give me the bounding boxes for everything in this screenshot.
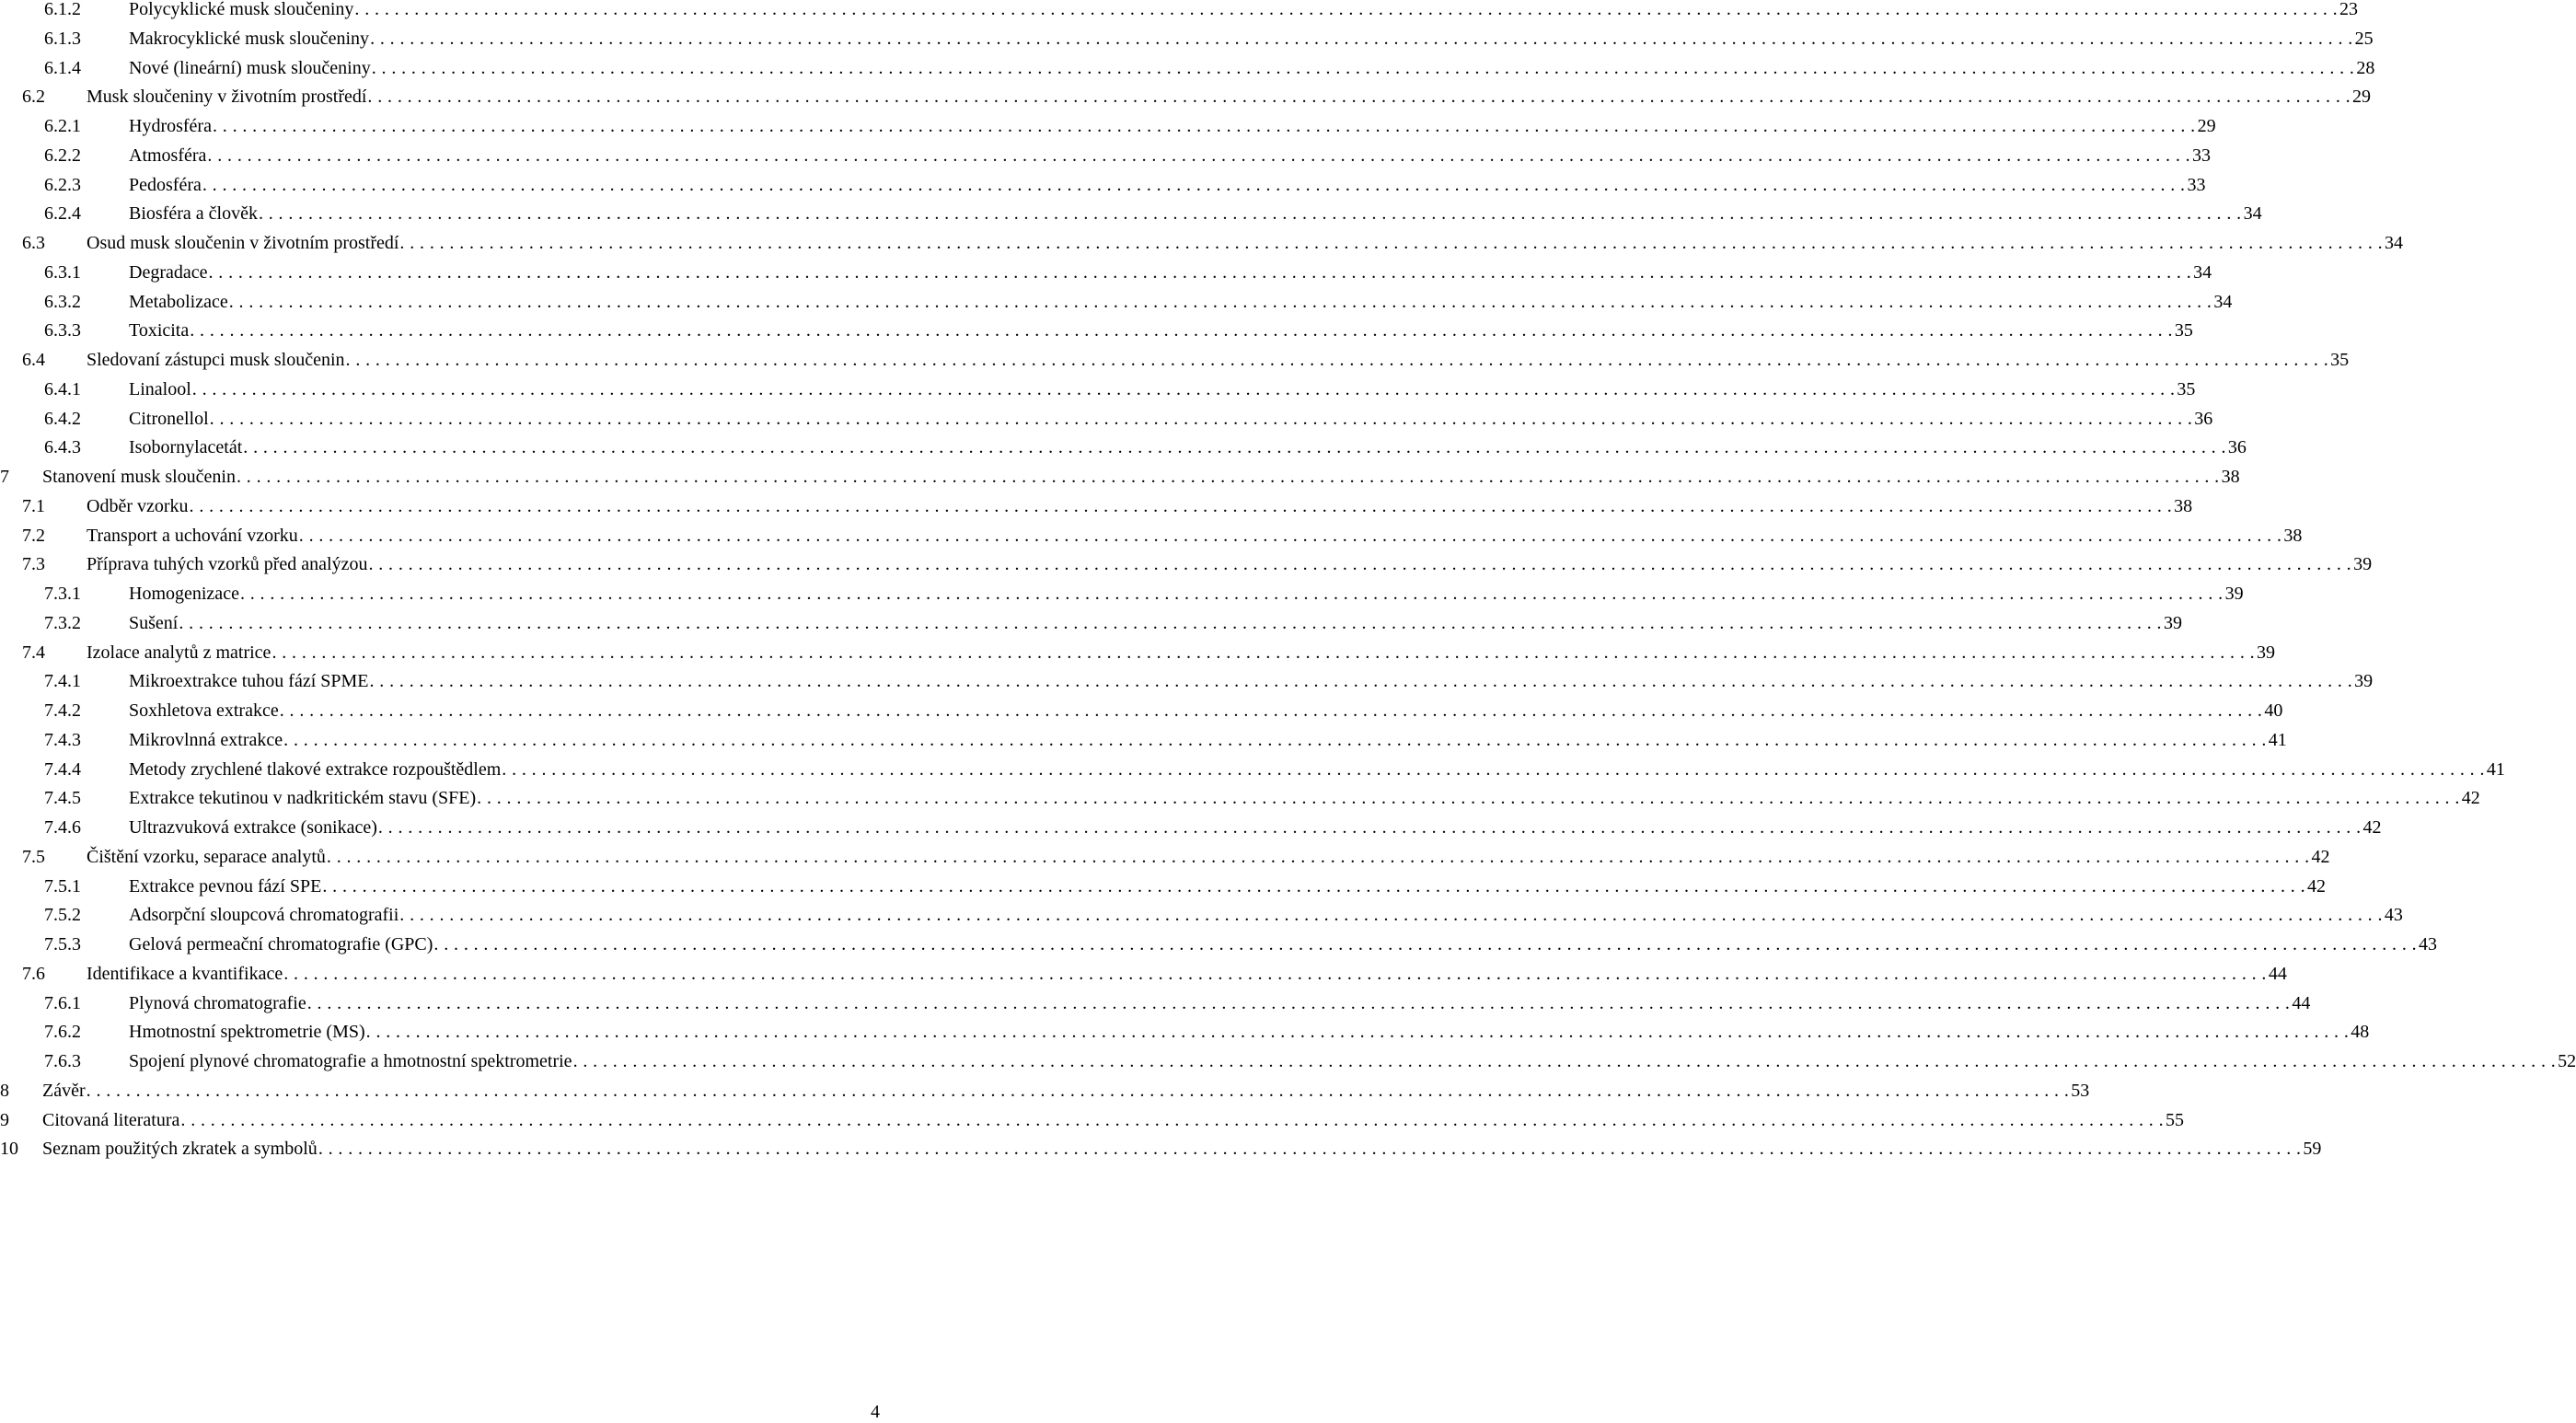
toc-dot-leader: . . . . . . . . . . . . . . . . . . . . . . . . . . . . . . . . . . . . . . . . . . . . . . . . . . . . . . . . . . . . . . . . . . . . . . . . . . . . . . . . . . . . . . . . . . . . . . . . . . . . . . . . . . . . . . . . . . . . . . . . . . . . . . . . . . . . . . . . . . . . . . . . . . . . . . . . . . . . . . . . . . . . . . . . . . . . . . . . . . . . . . . . . . . . . . . . . . . . . . . .: [189, 495, 2173, 516]
toc-dot-leader: . . . . . . . . . . . . . . . . . . . . . . . . . . . . . . . . . . . . . . . . . . . . . . . . . . . . . . . . . . . . . . . . . . . . . . . . . . . . . . . . . . . . . . . . . . . . . . . . . . . . . . . . . . . . . . . . . . . . . . . . . . . . . . . . . . . . . . . . . . . . . . . . . . . . . . . . . . . . . . . . . . . . . . . . . . . . . . . . . . . . . . . . . . . . . . . . . . . . . . . .: [354, 0, 2339, 19]
toc-dot-leader: . . . . . . . . . . . . . . . . . . . . . . . . . . . . . . . . . . . . . . . . . . . . . . . . . . . . . . . . . . . . . . . . . . . . . . . . . . . . . . . . . . . . . . . . . . . . . . . . . . . . . . . . . . . . . . . . . . . . . . . . . . . . . . . . . . . . . . . . . . . . . . . . . . . . . . . . . . . . . . . . . . . . . . . . . . . . . . . . . . . . . . . . . . . . . . . . . . . . . . . .: [365, 1022, 2350, 1043]
toc-entry-line: [129, 1022, 2370, 1043]
toc-entry-line: [129, 261, 2212, 283]
toc-entry-title: Soxhletova extrakce: [129, 700, 279, 721]
toc-entry-page: 34: [2243, 203, 2262, 225]
toc-dot-leader: . . . . . . . . . . . . . . . . . . . . . . . . . . . . . . . . . . . . . . . . . . . . . . . . . . . . . . . . . . . . . . . . . . . . . . . . . . . . . . . . . . . . . . . . . . . . . . . . . . . . . . . . . . . . . . . . . . . . . . . . . . . . . . . . . . . . . . . . . . . . . . . . . . . . . . . . . . . . . . . . . . . . . . . . . . . . . . . . . . . . . . . . . . . . . . . . . . . . . . . .: [477, 788, 2460, 809]
toc-entry-line: [87, 87, 2372, 108]
toc-entry-title: Homogenizace: [129, 584, 239, 604]
toc-entry-number: 7.3: [22, 554, 45, 575]
toc-entry-line: [42, 467, 2240, 487]
toc-dot-leader: . . . . . . . . . . . . . . . . . . . . . . . . . . . . . . . . . . . . . . . . . . . . . . . . . . . . . . . . . . . . . . . . . . . . . . . . . . . . . . . . . . . . . . . . . . . . . . . . . . . . . . . . . . . . . . . . . . . . . . . . . . . . . . . . . . . . . . . . . . . . . . . . . . . . . . . . . . . . . . . . . . . . . . . . . . . . . . . . . . . . . . . . . . . . . . . . . . . . . . . .: [202, 174, 2186, 195]
toc-entry-page: 38: [2174, 495, 2193, 516]
toc-entry-line: [129, 788, 2480, 809]
toc-entry[interactable]: [0, 846, 2330, 877]
toc-entry-page: 42: [2306, 875, 2326, 897]
toc-entry-line: [129, 116, 2216, 136]
toc-entry-title: Musk sloučeniny v životním prostředí: [87, 87, 367, 108]
toc-entry-title: Adsorpční sloupcová chromatografii: [129, 905, 399, 926]
toc-entry-title: Sledovaní zástupci musk sloučenin: [87, 350, 345, 370]
toc-entry-page: 33: [2187, 174, 2206, 195]
toc-entry-page: 28: [2356, 57, 2375, 78]
toc-entry-line: [87, 963, 2287, 984]
toc-entry[interactable]: [0, 320, 2193, 351]
toc-entry-number: 6.1.3: [44, 28, 81, 49]
toc-dot-leader: . . . . . . . . . . . . . . . . . . . . . . . . . . . . . . . . . . . . . . . . . . . . . . . . . . . . . . . . . . . . . . . . . . . . . . . . . . . . . . . . . . . . . . . . . . . . . . . . . . . . . . . . . . . . . . . . . . . . . . . . . . . . . . . . . . . . . . . . . . . . . . . . . . . . . . . . . . . . . . . . . . . . . . . . . . . . . . . . . . . . . . . . . . . . . . . . . . . . . . . .: [371, 57, 2355, 78]
toc-entry-number: 7.4.6: [44, 817, 81, 838]
toc-entry[interactable]: [0, 642, 2276, 673]
toc-entry-title: Stanovení musk sloučenin: [42, 467, 236, 487]
toc-dot-leader: . . . . . . . . . . . . . . . . . . . . . . . . . . . . . . . . . . . . . . . . . . . . . . . . . . . . . . . . . . . . . . . . . . . . . . . . . . . . . . . . . . . . . . . . . . . . . . . . . . . . . . . . . . . . . . . . . . . . . . . . . . . . . . . . . . . . . . . . . . . . . . . . . . . . . . . . . . . . . . . . . . . . . . . . . . . . . . . . . . . . . . . . . . . . . . . . . . . . . . . .: [433, 934, 2418, 954]
toc-entry-page: 35: [2330, 350, 2350, 370]
toc-entry-number: 6.1.4: [44, 57, 81, 78]
toc-entry[interactable]: [0, 817, 2382, 848]
toc-entry-title: Extrakce pevnou fází SPE: [129, 875, 322, 897]
toc-entry-number: 6.3.2: [44, 291, 81, 312]
toc-entry-line: [87, 525, 2303, 546]
toc-entry-page: 41: [2268, 729, 2287, 750]
toc-entry-page: 42: [2461, 788, 2480, 809]
toc-entry-title: Izolace analytů z matrice: [87, 642, 271, 663]
toc-entry-page: 34: [2213, 291, 2233, 312]
toc-entry-number: 7.4.2: [44, 700, 81, 721]
toc-entry-title: Pedosféra: [129, 174, 202, 195]
toc-dot-leader: . . . . . . . . . . . . . . . . . . . . . . . . . . . . . . . . . . . . . . . . . . . . . . . . . . . . . . . . . . . . . . . . . . . . . . . . . . . . . . . . . . . . . . . . . . . . . . . . . . . . . . . . . . . . . . . . . . . . . . . . . . . . . . . . . . . . . . . . . . . . . . . . . . . . . . . . . . . . . . . . . . . . . . . . . . . . . . . . . . . . . . . . . . . . . . . . . . . . . . . .: [369, 671, 2353, 692]
toc-entry[interactable]: [0, 174, 2206, 205]
toc-entry[interactable]: [0, 905, 2403, 935]
toc-entry-number: 6.2: [22, 87, 45, 108]
toc-entry-line: [129, 145, 2212, 166]
toc-dot-leader: . . . . . . . . . . . . . . . . . . . . . . . . . . . . . . . . . . . . . . . . . . . . . . . . . . . . . . . . . . . . . . . . . . . . . . . . . . . . . . . . . . . . . . . . . . . . . . . . . . . . . . . . . . . . . . . . . . . . . . . . . . . . . . . . . . . . . . . . . . . . . . . . . . . . . . . . . . . . . . . . . . . . . . . . . . . . . . . . . . . . . . . . . . . . . . . . . . . . . . . .: [377, 817, 2362, 838]
toc-dot-leader: . . . . . . . . . . . . . . . . . . . . . . . . . . . . . . . . . . . . . . . . . . . . . . . . . . . . . . . . . . . . . . . . . . . . . . . . . . . . . . . . . . . . . . . . . . . . . . . . . . . . . . . . . . . . . . . . . . . . . . . . . . . . . . . . . . . . . . . . . . . . . . . . . . . . . . . . . . . . . . . . . . . . . . . . . . . . . . . . . . . . . . . . . . . . . . . . . . . . . . . .: [271, 642, 2256, 663]
toc-entry-page: 39: [2354, 671, 2374, 692]
toc-entry-line: [129, 817, 2382, 838]
toc-entry-number: 7.1: [22, 495, 45, 516]
toc-dot-leader: . . . . . . . . . . . . . . . . . . . . . . . . . . . . . . . . . . . . . . . . . . . . . . . . . . . . . . . . . . . . . . . . . . . . . . . . . . . . . . . . . . . . . . . . . . . . . . . . . . . . . . . . . . . . . . . . . . . . . . . . . . . . . . . . . . . . . . . . . . . . . . . . . . . . . . . . . . . . . . . . . . . . . . . . . . . . . . . . . . . . . . . . . . . . . . . . . . . . . . . .: [180, 1109, 2164, 1130]
toc-entry[interactable]: [0, 584, 2244, 614]
toc-dot-leader: . . . . . . . . . . . . . . . . . . . . . . . . . . . . . . . . . . . . . . . . . . . . . . . . . . . . . . . . . . . . . . . . . . . . . . . . . . . . . . . . . . . . . . . . . . . . . . . . . . . . . . . . . . . . . . . . . . . . . . . . . . . . . . . . . . . . . . . . . . . . . . . . . . . . . . . . . . . . . . . . . . . . . . . . . . . . . . . . . . . . . . . . . . . . . . . . . . . . . . . .: [318, 1139, 2302, 1160]
toc-dot-leader: . . . . . . . . . . . . . . . . . . . . . . . . . . . . . . . . . . . . . . . . . . . . . . . . . . . . . . . . . . . . . . . . . . . . . . . . . . . . . . . . . . . . . . . . . . . . . . . . . . . . . . . . . . . . . . . . . . . . . . . . . . . . . . . . . . . . . . . . . . . . . . . . . . . . . . . . . . . . . . . . . . . . . . . . . . . . . . . . . . . . . . . . . . . . . . . . . . . . . . . .: [207, 145, 2191, 166]
toc-dot-leader: . . . . . . . . . . . . . . . . . . . . . . . . . . . . . . . . . . . . . . . . . . . . . . . . . . . . . . . . . . . . . . . . . . . . . . . . . . . . . . . . . . . . . . . . . . . . . . . . . . . . . . . . . . . . . . . . . . . . . . . . . . . . . . . . . . . . . . . . . . . . . . . . . . . . . . . . . . . . . . . . . . . . . . . . . . . . . . . . . . . . . . . . . . . . . . . . . . . . . . . .: [228, 291, 2212, 312]
toc-entry[interactable]: [0, 437, 2247, 468]
toc-dot-leader: . . . . . . . . . . . . . . . . . . . . . . . . . . . . . . . . . . . . . . . . . . . . . . . . . . . . . . . . . . . . . . . . . . . . . . . . . . . . . . . . . . . . . . . . . . . . . . . . . . . . . . . . . . . . . . . . . . . . . . . . . . . . . . . . . . . . . . . . . . . . . . . . . . . . . . . . . . . . . . . . . . . . . . . . . . . . . . . . . . . . . . . . . . . . . . . . . . . . . . . .: [279, 700, 2263, 721]
toc-entry[interactable]: [0, 28, 2374, 59]
toc-entry-title: Sušení: [129, 612, 179, 633]
toc-dot-leader: . . . . . . . . . . . . . . . . . . . . . . . . . . . . . . . . . . . . . . . . . . . . . . . . . . . . . . . . . . . . . . . . . . . . . . . . . . . . . . . . . . . . . . . . . . . . . . . . . . . . . . . . . . . . . . . . . . . . . . . . . . . . . . . . . . . . . . . . . . . . . . . . . . . . . . . . . . . . . . . . . . . . . . . . . . . . . . . . . . . . . . . . . . . . . . . . . . . . . . . .: [298, 525, 2282, 546]
toc-entry-page: 39: [2353, 554, 2373, 575]
toc-entry-page: 36: [2227, 437, 2247, 458]
toc-dot-leader: . . . . . . . . . . . . . . . . . . . . . . . . . . . . . . . . . . . . . . . . . . . . . . . . . . . . . . . . . . . . . . . . . . . . . . . . . . . . . . . . . . . . . . . . . . . . . . . . . . . . . . . . . . . . . . . . . . . . . . . . . . . . . . . . . . . . . . . . . . . . . . . . . . . . . . . . . . . . . . . . . . . . . . . . . . . . . . . . . . . . . . . . . . . . . . . . . . . . . . . .: [86, 1080, 2070, 1101]
toc-entry[interactable]: [0, 350, 2350, 380]
toc-entry[interactable]: [0, 963, 2287, 994]
toc-entry-line: [87, 233, 2404, 253]
toc-entry-line: [42, 1109, 2184, 1130]
toc-entry-number: 7: [0, 467, 9, 487]
toc-dot-leader: . . . . . . . . . . . . . . . . . . . . . . . . . . . . . . . . . . . . . . . . . . . . . . . . . . . . . . . . . . . . . . . . . . . . . . . . . . . . . . . . . . . . . . . . . . . . . . . . . . . . . . . . . . . . . . . . . . . . . . . . . . . . . . . . . . . . . . . . . . . . . . . . . . . . . . . . . . . . . . . . . . . . . . . . . . . . . . . . . . . . . . . . . . . . . . . . . . . . . . . .: [243, 437, 2226, 458]
toc-entry-title: Spojení plynové chromatografie a hmotnostní spektrometrie: [129, 1051, 572, 1071]
toc-entry-title: Seznam použitých zkratek a symbolů: [42, 1139, 318, 1160]
toc-entry[interactable]: [0, 1051, 2576, 1082]
toc-entry-line: [42, 1080, 2090, 1101]
toc-entry-number: 6.2.2: [44, 145, 81, 166]
toc-entry-title: Makrocyklické musk sloučeniny: [129, 28, 370, 49]
toc-entry-line: [129, 57, 2375, 78]
toc-entry[interactable]: [0, 788, 2480, 818]
toc-entry-title: Citronellol: [129, 408, 209, 429]
toc-entry-number: 7.3.1: [44, 584, 81, 604]
toc-entry-number: 7.3.2: [44, 612, 81, 633]
toc-entry-title: Osud musk sloučenin v životním prostředí: [87, 233, 399, 253]
toc-dot-leader: . . . . . . . . . . . . . . . . . . . . . . . . . . . . . . . . . . . . . . . . . . . . . . . . . . . . . . . . . . . . . . . . . . . . . . . . . . . . . . . . . . . . . . . . . . . . . . . . . . . . . . . . . . . . . . . . . . . . . . . . . . . . . . . . . . . . . . . . . . . . . . . . . . . . . . . . . . . . . . . . . . . . . . . . . . . . . . . . . . . . . . . . . . . . . . . . . . . . . . . .: [345, 350, 2329, 370]
toc-dot-leader: . . . . . . . . . . . . . . . . . . . . . . . . . . . . . . . . . . . . . . . . . . . . . . . . . . . . . . . . . . . . . . . . . . . . . . . . . . . . . . . . . . . . . . . . . . . . . . . . . . . . . . . . . . . . . . . . . . . . . . . . . . . . . . . . . . . . . . . . . . . . . . . . . . . . . . . . . . . . . . . . . . . . . . . . . . . . . . . . . . . . . . . . . . . . . . . . . . . . . . . .: [179, 612, 2162, 633]
toc-entry[interactable]: [0, 525, 2303, 556]
page-number: 4: [871, 1402, 880, 1422]
toc-entry-number: 6.1.2: [44, 0, 81, 19]
toc-entry-number: 7.6.2: [44, 1022, 81, 1043]
toc-entry-line: [129, 203, 2262, 225]
toc-entry-number: 7.5.2: [44, 905, 81, 926]
toc-entry-page: 48: [2351, 1022, 2370, 1043]
toc-dot-leader: . . . . . . . . . . . . . . . . . . . . . . . . . . . . . . . . . . . . . . . . . . . . . . . . . . . . . . . . . . . . . . . . . . . . . . . . . . . . . . . . . . . . . . . . . . . . . . . . . . . . . . . . . . . . . . . . . . . . . . . . . . . . . . . . . . . . . . . . . . . . . . . . . . . . . . . . . . . . . . . . . . . . . . . . . . . . . . . . . . . . . . . . . . . . . . . . . . . . . . . .: [572, 1051, 2557, 1071]
toc-entry-page: 44: [2292, 992, 2311, 1013]
toc-entry-page: 36: [2194, 408, 2213, 429]
toc-entry-title: Toxicita: [129, 320, 190, 341]
toc-entry-page: 42: [2362, 817, 2382, 838]
toc-entry-line: [129, 612, 2182, 633]
toc-entry-number: 7.5.3: [44, 934, 81, 954]
toc-entry-title: Závěr: [42, 1080, 86, 1101]
toc-entry[interactable]: [0, 992, 2311, 1024]
toc-dot-leader: . . . . . . . . . . . . . . . . . . . . . . . . . . . . . . . . . . . . . . . . . . . . . . . . . . . . . . . . . . . . . . . . . . . . . . . . . . . . . . . . . . . . . . . . . . . . . . . . . . . . . . . . . . . . . . . . . . . . . . . . . . . . . . . . . . . . . . . . . . . . . . . . . . . . . . . . . . . . . . . . . . . . . . . . . . . . . . . . . . . . . . . . . . . . . . . . . . . . . . . .: [209, 408, 2193, 429]
toc-entry-page: 42: [2311, 846, 2330, 867]
toc-entry-page: 40: [2264, 700, 2283, 721]
toc-entry-line: [129, 28, 2374, 49]
toc-entry-number: 8: [0, 1080, 9, 1101]
toc-entry-page: 29: [2352, 87, 2372, 108]
toc-entry-page: 38: [2283, 525, 2303, 546]
toc-entry-line: [129, 905, 2403, 926]
toc-entry-number: 7.2: [22, 525, 45, 546]
toc-entry-number: 6.3: [22, 233, 45, 253]
toc-entry-line: [42, 1139, 2322, 1160]
toc-dot-leader: . . . . . . . . . . . . . . . . . . . . . . . . . . . . . . . . . . . . . . . . . . . . . . . . . . . . . . . . . . . . . . . . . . . . . . . . . . . . . . . . . . . . . . . . . . . . . . . . . . . . . . . . . . . . . . . . . . . . . . . . . . . . . . . . . . . . . . . . . . . . . . . . . . . . . . . . . . . . . . . . . . . . . . . . . . . . . . . . . . . . . . . . . . . . . . . . . . . . . . . .: [322, 875, 2305, 897]
toc-entry[interactable]: [0, 875, 2326, 907]
toc-entry[interactable]: [0, 57, 2375, 88]
toc-entry-line: [129, 584, 2244, 604]
toc-dot-leader: . . . . . . . . . . . . . . . . . . . . . . . . . . . . . . . . . . . . . . . . . . . . . . . . . . . . . . . . . . . . . . . . . . . . . . . . . . . . . . . . . . . . . . . . . . . . . . . . . . . . . . . . . . . . . . . . . . . . . . . . . . . . . . . . . . . . . . . . . . . . . . . . . . . . . . . . . . . . . . . . . . . . . . . . . . . . . . . . . . . . . . . . . . . . . . . . . . . . . . . .: [399, 233, 2384, 253]
toc-entry-title: Metody zrychlené tlakové extrakce rozpouštědlem: [129, 758, 502, 780]
toc-dot-leader: . . . . . . . . . . . . . . . . . . . . . . . . . . . . . . . . . . . . . . . . . . . . . . . . . . . . . . . . . . . . . . . . . . . . . . . . . . . . . . . . . . . . . . . . . . . . . . . . . . . . . . . . . . . . . . . . . . . . . . . . . . . . . . . . . . . . . . . . . . . . . . . . . . . . . . . . . . . . . . . . . . . . . . . . . . . . . . . . . . . . . . . . . . . . . . . . . . . . . . . .: [368, 554, 2352, 575]
toc-entry-number: 7.5: [22, 846, 45, 867]
toc-dot-leader: . . . . . . . . . . . . . . . . . . . . . . . . . . . . . . . . . . . . . . . . . . . . . . . . . . . . . . . . . . . . . . . . . . . . . . . . . . . . . . . . . . . . . . . . . . . . . . . . . . . . . . . . . . . . . . . . . . . . . . . . . . . . . . . . . . . . . . . . . . . . . . . . . . . . . . . . . . . . . . . . . . . . . . . . . . . . . . . . . . . . . . . . . . . . . . . . . . . . . . . .: [212, 116, 2196, 136]
toc-entry[interactable]: [0, 1022, 2370, 1052]
toc-entry[interactable]: [0, 467, 2240, 497]
toc-dot-leader: . . . . . . . . . . . . . . . . . . . . . . . . . . . . . . . . . . . . . . . . . . . . . . . . . . . . . . . . . . . . . . . . . . . . . . . . . . . . . . . . . . . . . . . . . . . . . . . . . . . . . . . . . . . . . . . . . . . . . . . . . . . . . . . . . . . . . . . . . . . . . . . . . . . . . . . . . . . . . . . . . . . . . . . . . . . . . . . . . . . . . . . . . . . . . . . . . . . . . . . .: [326, 846, 2310, 867]
toc-entry-line: [129, 320, 2193, 341]
toc-entry-line: [87, 554, 2373, 575]
toc-entry[interactable]: [0, 554, 2373, 584]
toc-entry-line: [129, 378, 2196, 399]
toc-entry-line: [129, 700, 2283, 721]
toc-entry-line: [129, 758, 2505, 780]
toc-entry-title: Čištění vzorku, separace analytů: [87, 846, 326, 867]
toc-entry-title: Atmosféra: [129, 145, 207, 166]
toc-dot-leader: . . . . . . . . . . . . . . . . . . . . . . . . . . . . . . . . . . . . . . . . . . . . . . . . . . . . . . . . . . . . . . . . . . . . . . . . . . . . . . . . . . . . . . . . . . . . . . . . . . . . . . . . . . . . . . . . . . . . . . . . . . . . . . . . . . . . . . . . . . . . . . . . . . . . . . . . . . . . . . . . . . . . . . . . . . . . . . . . . . . . . . . . . . . . . . . . . . . . . . . .: [399, 905, 2383, 926]
toc-entry-page: 34: [2385, 233, 2404, 253]
toc-entry-page: 39: [2257, 642, 2276, 663]
toc-entry-page: 38: [2221, 467, 2240, 487]
toc-entry-page: 33: [2192, 145, 2212, 166]
toc-entry-number: 6.4.1: [44, 378, 81, 399]
toc-dot-leader: . . . . . . . . . . . . . . . . . . . . . . . . . . . . . . . . . . . . . . . . . . . . . . . . . . . . . . . . . . . . . . . . . . . . . . . . . . . . . . . . . . . . . . . . . . . . . . . . . . . . . . . . . . . . . . . . . . . . . . . . . . . . . . . . . . . . . . . . . . . . . . . . . . . . . . . . . . . . . . . . . . . . . . . . . . . . . . . . . . . . . . . . . . . . . . . . . . . . . . . .: [367, 87, 2351, 108]
toc-entry-number: 10: [0, 1139, 18, 1160]
toc-dot-leader: . . . . . . . . . . . . . . . . . . . . . . . . . . . . . . . . . . . . . . . . . . . . . . . . . . . . . . . . . . . . . . . . . . . . . . . . . . . . . . . . . . . . . . . . . . . . . . . . . . . . . . . . . . . . . . . . . . . . . . . . . . . . . . . . . . . . . . . . . . . . . . . . . . . . . . . . . . . . . . . . . . . . . . . . . . . . . . . . . . . . . . . . . . . . . . . . . . . . . . . .: [190, 320, 2173, 341]
toc-entry[interactable]: [0, 0, 2359, 29]
toc-entry[interactable]: [0, 261, 2212, 293]
toc-entry-title: Mikroextrakce tuhou fází SPME: [129, 671, 369, 692]
toc-entry-page: 39: [2224, 584, 2244, 604]
toc-entry-title: Gelová permeační chromatografie (GPC): [129, 934, 433, 954]
toc-entry-title: Transport a uchování vzorku: [87, 525, 298, 546]
toc-entry-title: Hydrosféra: [129, 116, 212, 136]
toc-entry-line: [129, 875, 2326, 897]
toc-entry-line: [129, 291, 2233, 312]
toc-entry-number: 6.2.4: [44, 203, 81, 225]
toc-dot-leader: . . . . . . . . . . . . . . . . . . . . . . . . . . . . . . . . . . . . . . . . . . . . . . . . . . . . . . . . . . . . . . . . . . . . . . . . . . . . . . . . . . . . . . . . . . . . . . . . . . . . . . . . . . . . . . . . . . . . . . . . . . . . . . . . . . . . . . . . . . . . . . . . . . . . . . . . . . . . . . . . . . . . . . . . . . . . . . . . . . . . . . . . . . . . . . . . . . . . . . . .: [306, 992, 2291, 1013]
toc-entry-title: Degradace: [129, 261, 208, 283]
toc-entry-page: 34: [2193, 261, 2212, 283]
toc-dot-leader: . . . . . . . . . . . . . . . . . . . . . . . . . . . . . . . . . . . . . . . . . . . . . . . . . . . . . . . . . . . . . . . . . . . . . . . . . . . . . . . . . . . . . . . . . . . . . . . . . . . . . . . . . . . . . . . . . . . . . . . . . . . . . . . . . . . . . . . . . . . . . . . . . . . . . . . . . . . . . . . . . . . . . . . . . . . . . . . . . . . . . . . . . . . . . . . . . . . . . . . .: [502, 758, 2485, 780]
toc-entry-number: 7.5.1: [44, 875, 81, 897]
toc-entry-page: 35: [2177, 378, 2196, 399]
toc-entry[interactable]: [0, 145, 2212, 176]
toc-entry-title: Odběr vzorku: [87, 495, 189, 516]
toc-entry-number: 7.6.1: [44, 992, 81, 1013]
toc-entry-number: 7.4.5: [44, 788, 81, 809]
toc-entry-page: 39: [2163, 612, 2182, 633]
toc-entry-number: 9: [0, 1109, 9, 1130]
toc-entry-title: Citovaná literatura: [42, 1109, 180, 1130]
toc-entry-number: 6.2.1: [44, 116, 81, 136]
toc-dot-leader: . . . . . . . . . . . . . . . . . . . . . . . . . . . . . . . . . . . . . . . . . . . . . . . . . . . . . . . . . . . . . . . . . . . . . . . . . . . . . . . . . . . . . . . . . . . . . . . . . . . . . . . . . . . . . . . . . . . . . . . . . . . . . . . . . . . . . . . . . . . . . . . . . . . . . . . . . . . . . . . . . . . . . . . . . . . . . . . . . . . . . . . . . . . . . . . . . . . . . . . .: [258, 203, 2242, 225]
toc-entry-number: 6.4.2: [44, 408, 81, 429]
toc-entry-page: 35: [2174, 320, 2193, 341]
toc-entry-page: 53: [2071, 1080, 2090, 1101]
toc-dot-leader: . . . . . . . . . . . . . . . . . . . . . . . . . . . . . . . . . . . . . . . . . . . . . . . . . . . . . . . . . . . . . . . . . . . . . . . . . . . . . . . . . . . . . . . . . . . . . . . . . . . . . . . . . . . . . . . . . . . . . . . . . . . . . . . . . . . . . . . . . . . . . . . . . . . . . . . . . . . . . . . . . . . . . . . . . . . . . . . . . . . . . . . . . . . . . . . . . . . . . . . .: [239, 584, 2224, 604]
toc-entry-line: [129, 671, 2374, 692]
toc-entry-line: [87, 846, 2330, 867]
toc-entry[interactable]: [0, 612, 2182, 643]
toc-entry[interactable]: [0, 1109, 2184, 1140]
toc-entry-line: [129, 437, 2247, 458]
toc-entry-page: 44: [2268, 963, 2287, 984]
toc-entry-number: 6.3.3: [44, 320, 81, 341]
toc-entry-number: 7.4.1: [44, 671, 81, 692]
toc-entry[interactable]: [0, 671, 2374, 701]
toc-entry-number: 7.4.3: [44, 729, 81, 750]
toc-entry-page: 43: [2384, 905, 2403, 926]
toc-entry-title: Mikrovlnná extrakce: [129, 729, 283, 750]
toc-entry-title: Ultrazvuková extrakce (sonikace): [129, 817, 377, 838]
toc-entry-title: Plynová chromatografie: [129, 992, 306, 1013]
toc-entry[interactable]: [0, 116, 2216, 146]
toc-entry-line: [129, 992, 2311, 1013]
toc-entry-line: [129, 174, 2206, 195]
toc-entry[interactable]: [0, 758, 2505, 790]
toc-entry-number: 6.4.3: [44, 437, 81, 458]
toc-dot-leader: . . . . . . . . . . . . . . . . . . . . . . . . . . . . . . . . . . . . . . . . . . . . . . . . . . . . . . . . . . . . . . . . . . . . . . . . . . . . . . . . . . . . . . . . . . . . . . . . . . . . . . . . . . . . . . . . . . . . . . . . . . . . . . . . . . . . . . . . . . . . . . . . . . . . . . . . . . . . . . . . . . . . . . . . . . . . . . . . . . . . . . . . . . . . . . . . . . . . . . . .: [208, 261, 2192, 283]
toc-entry-number: 6.3.1: [44, 261, 81, 283]
toc-entry[interactable]: [0, 700, 2283, 731]
toc-entry-title: Nové (lineární) musk sloučeniny: [129, 57, 371, 78]
toc-entry-page: 23: [2339, 0, 2359, 19]
toc-entry[interactable]: [0, 203, 2262, 234]
toc-entry-line: [129, 408, 2213, 429]
toc-entry-line: [129, 934, 2438, 954]
toc-entry-page: 55: [2166, 1109, 2184, 1130]
toc-entry[interactable]: [0, 934, 2438, 965]
toc-entry-page: 25: [2354, 28, 2374, 49]
toc-entry[interactable]: [0, 378, 2196, 410]
toc-entry-page: 59: [2303, 1139, 2322, 1160]
toc-entry[interactable]: [0, 1139, 2322, 1169]
toc-entry-number: 7.6: [22, 963, 45, 984]
toc-entry[interactable]: [0, 1080, 2090, 1111]
toc-dot-leader: . . . . . . . . . . . . . . . . . . . . . . . . . . . . . . . . . . . . . . . . . . . . . . . . . . . . . . . . . . . . . . . . . . . . . . . . . . . . . . . . . . . . . . . . . . . . . . . . . . . . . . . . . . . . . . . . . . . . . . . . . . . . . . . . . . . . . . . . . . . . . . . . . . . . . . . . . . . . . . . . . . . . . . . . . . . . . . . . . . . . . . . . . . . . . . . . . . . . . . . .: [283, 729, 2267, 750]
toc-dot-leader: . . . . . . . . . . . . . . . . . . . . . . . . . . . . . . . . . . . . . . . . . . . . . . . . . . . . . . . . . . . . . . . . . . . . . . . . . . . . . . . . . . . . . . . . . . . . . . . . . . . . . . . . . . . . . . . . . . . . . . . . . . . . . . . . . . . . . . . . . . . . . . . . . . . . . . . . . . . . . . . . . . . . . . . . . . . . . . . . . . . . . . . . . . . . . . . . . . . . . . . .: [370, 28, 2353, 49]
toc-entry-line: [129, 0, 2359, 19]
toc-entry-line: [87, 350, 2350, 370]
toc-entry-page: 52: [2558, 1051, 2576, 1071]
toc-entry-number: 6.4: [22, 350, 45, 370]
toc-entry-title: Příprava tuhých vzorků před analýzou: [87, 554, 368, 575]
toc-entry[interactable]: [0, 495, 2193, 526]
toc-entry-line: [129, 1051, 2576, 1071]
toc-entry-line: [87, 495, 2193, 516]
toc-entry[interactable]: [0, 87, 2372, 117]
toc-entry-number: 7.6.3: [44, 1051, 81, 1071]
toc-entry[interactable]: [0, 729, 2287, 760]
toc-entry-title: Identifikace a kvantifikace: [87, 963, 283, 984]
toc-entry-page: 41: [2486, 758, 2505, 780]
toc-entry-line: [87, 642, 2276, 663]
toc-entry-page: 43: [2419, 934, 2438, 954]
toc-entry[interactable]: [0, 291, 2233, 322]
toc-entry-line: [129, 729, 2287, 750]
toc-entry-title: Extrakce tekutinou v nadkritickém stavu (SFE): [129, 788, 477, 809]
toc-entry-title: Biosféra a člověk: [129, 203, 258, 225]
toc-entry-title: Isobornylacetát: [129, 437, 243, 458]
toc-entry-title: Linalool: [129, 378, 191, 399]
toc-entry-page: 29: [2197, 116, 2216, 136]
toc-entry-title: Hmotnostní spektrometrie (MS): [129, 1022, 365, 1043]
toc-dot-leader: . . . . . . . . . . . . . . . . . . . . . . . . . . . . . . . . . . . . . . . . . . . . . . . . . . . . . . . . . . . . . . . . . . . . . . . . . . . . . . . . . . . . . . . . . . . . . . . . . . . . . . . . . . . . . . . . . . . . . . . . . . . . . . . . . . . . . . . . . . . . . . . . . . . . . . . . . . . . . . . . . . . . . . . . . . . . . . . . . . . . . . . . . . . . . . . . . . . . . . . .: [236, 467, 2220, 487]
toc-dot-leader: . . . . . . . . . . . . . . . . . . . . . . . . . . . . . . . . . . . . . . . . . . . . . . . . . . . . . . . . . . . . . . . . . . . . . . . . . . . . . . . . . . . . . . . . . . . . . . . . . . . . . . . . . . . . . . . . . . . . . . . . . . . . . . . . . . . . . . . . . . . . . . . . . . . . . . . . . . . . . . . . . . . . . . . . . . . . . . . . . . . . . . . . . . . . . . . . . . . . . . . .: [191, 378, 2176, 399]
toc-entry[interactable]: [0, 233, 2404, 263]
toc-entry-number: 7.4.4: [44, 758, 81, 780]
toc-entry-title: Metabolizace: [129, 291, 228, 312]
toc-entry[interactable]: [0, 408, 2213, 439]
toc-entry-number: 7.4: [22, 642, 45, 663]
toc-dot-leader: . . . . . . . . . . . . . . . . . . . . . . . . . . . . . . . . . . . . . . . . . . . . . . . . . . . . . . . . . . . . . . . . . . . . . . . . . . . . . . . . . . . . . . . . . . . . . . . . . . . . . . . . . . . . . . . . . . . . . . . . . . . . . . . . . . . . . . . . . . . . . . . . . . . . . . . . . . . . . . . . . . . . . . . . . . . . . . . . . . . . . . . . . . . . . . . . . . . . . . . .: [283, 963, 2267, 984]
toc-entry-title: Polycyklické musk sloučeniny: [129, 0, 354, 19]
toc-entry-number: 6.2.3: [44, 174, 81, 195]
